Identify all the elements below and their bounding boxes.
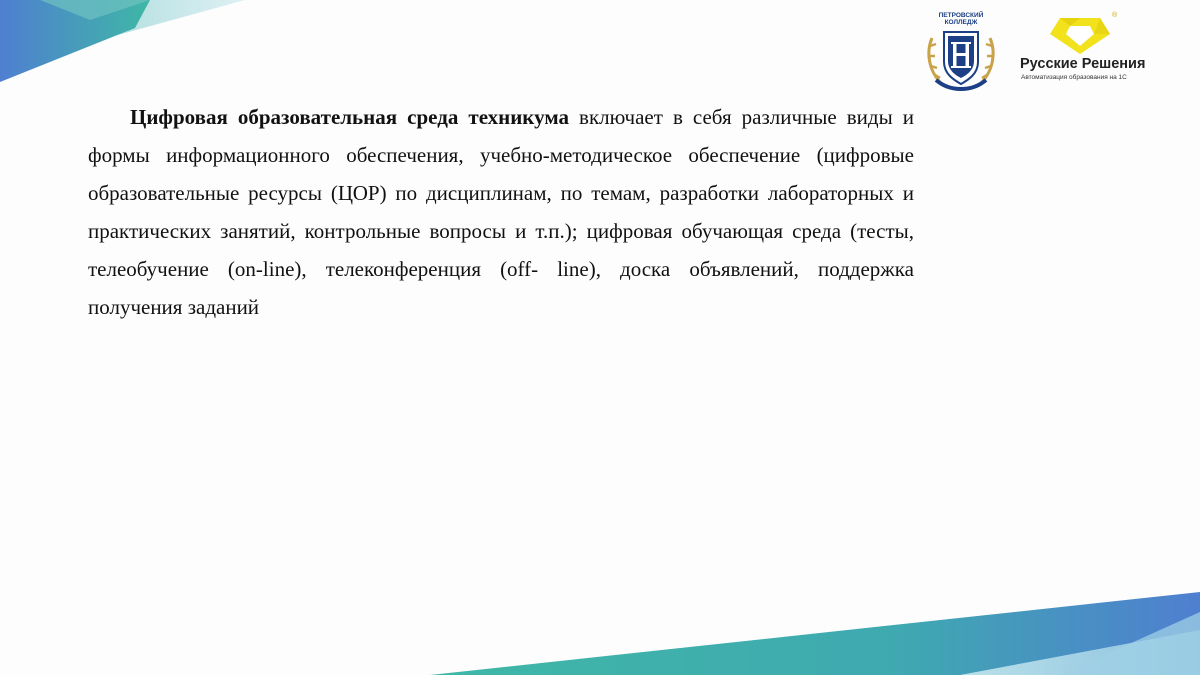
college-crest-icon	[922, 12, 1000, 96]
college-name-line2: КОЛЛЕДЖ	[944, 19, 978, 26]
paragraph-text: включает в себя различные виды и формы информационного обеспечения, учебно-методическое обеспечение (цифровые образовательные ресурсы (ЦОР) по дисциплинам, по темам, разработки лабораторных и практических занятий, контрольные вопросы и т.п.); цифровая обучающая среда (тесты, телеобучение (on-line), телеконференция (off- line), доска объявлений, поддержка получения заданий	[88, 105, 914, 319]
russian-solutions-logo	[1012, 12, 1152, 92]
russian-solutions-tagline: Автоматизация образования на 1С	[1021, 74, 1127, 81]
main-paragraph	[88, 98, 914, 326]
russian-solutions-name: Русские Решения	[1020, 56, 1146, 72]
college-name-line1: ПЕТРОВСКИЙ	[938, 12, 984, 19]
registered-mark: ®	[1112, 12, 1118, 19]
paragraph-bold-lead: Цифровая образовательная среда техникума	[130, 105, 569, 129]
college-logo	[922, 12, 1000, 96]
yellow-cube-icon	[1048, 14, 1112, 56]
